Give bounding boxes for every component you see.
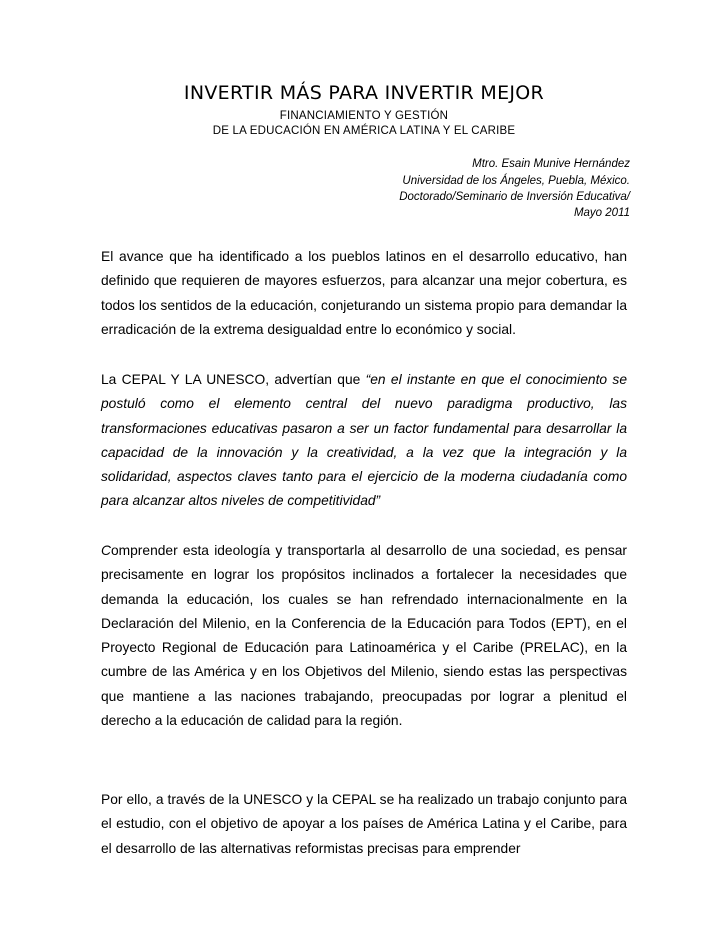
paragraph-3-text: omprender esta ideología y transportarla al desarrollo de una sociedad, es pensar precisamente en lograr los propósitos inclinados a fortalecer la necesidades que demanda la educación, los cuales se han refrendado internacionalmente en la Declaración del Milenio, en la Conferencia de la Educación para Todos (EPT), en el Proyecto Regional de Educación para Latinoamérica y el Caribe (PRELAC), en la cumbre de las América y en los Objetivos del Milenio, siendo estas las perspectivas que mantiene a las naciones trabajando, preocupadas por lograr a plenitud el derecho a la educación de calidad para la región. [101,543,627,729]
document-subtitle-line1: FINANCIAMIENTO Y GESTIÓN [279,110,449,122]
document-title: INVERTIR MÁS PARA INVERTIR MEJOR [183,82,545,104]
paragraph-2 [101,368,627,514]
paragraph-2-intro: La CEPAL Y LA UNESCO, advertían que [101,372,366,387]
paragraph-3 [101,539,627,733]
paragraph-4: Por ello, a través de la UNESCO y la CEPAL se ha realizado un trabajo conjunto para el estudio, con el objetivo de apoyar a los países de América Latina y el Caribe, para el desarrollo de las alternativas reformistas precisas para emprender [101,792,627,856]
author-program: Doctorado/Seminario de Inversión Educativa/ [399,191,630,203]
paragraph-1: El avance que ha identificado a los pueblos latinos en el desarrollo educativo, han definido que requieren de mayores esfuerzos, para alcanzar una mejor cobertura, es todos los sentidos de la educación, conjeturando un sistema propio para demandar la erradicación de la extrema desigualdad entre lo económico y social. [101,249,627,337]
author-university: Universidad de los Ángeles, Puebla, México. [402,175,630,187]
author-date: Mayo 2011 [573,207,630,219]
author-name: Mtro. Esain Munive Hernández [472,158,630,170]
document-subtitle-line2: DE LA EDUCACIÓN EN AMÉRICA LATINA Y EL CARIBE [212,125,516,137]
paragraph-3-first-letter: C [101,543,111,558]
paragraph-2-quote: “en el instante en que el conocimiento se postuló como el elemento central del nuevo paradigma productivo, las transformaciones educativas pasaron a ser un factor fundamental para desarrollar la capacidad de la innovación y la creatividad, a la vez que la integración y la solidaridad, aspectos claves tanto para el ejercicio de la moderna ciudadanía como para alcanzar altos niveles de competitividad” [101,372,627,509]
